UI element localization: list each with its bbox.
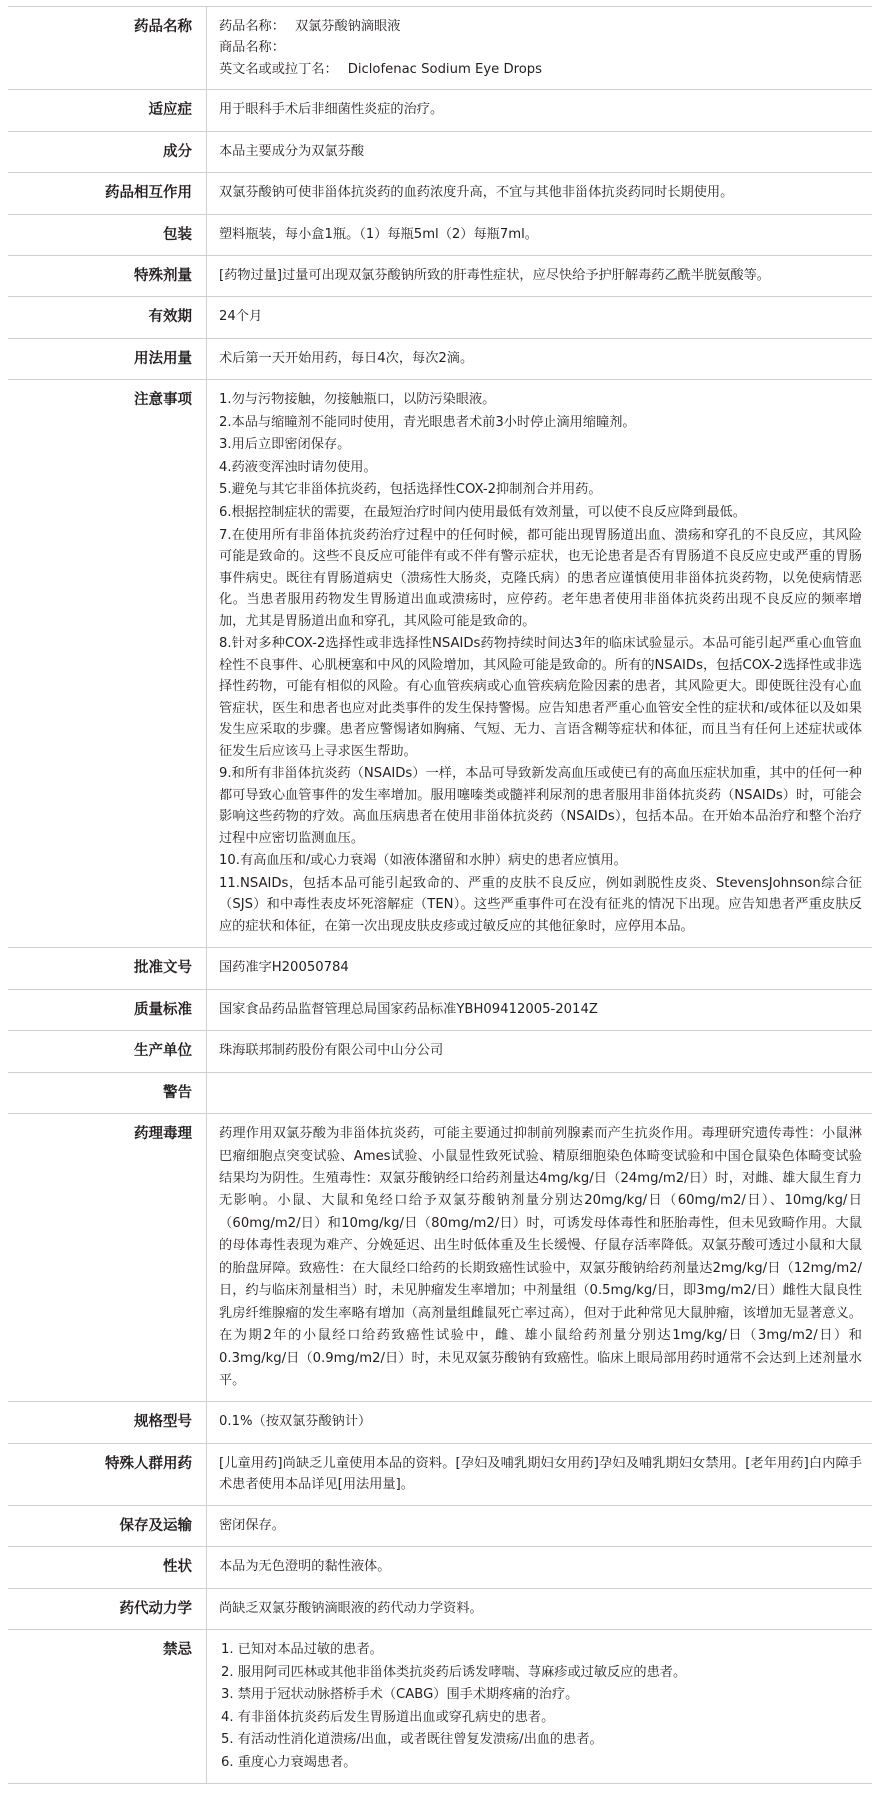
- row-label: 有效期: [8, 297, 207, 338]
- row-label: 禁忌: [8, 1630, 207, 1784]
- drug-name-key: 药品名称：: [219, 19, 285, 34]
- table-row: [8, 131, 872, 172]
- row-label: 批准文号: [8, 948, 207, 989]
- table-row: [8, 297, 872, 338]
- row-value: [207, 214, 873, 255]
- row-text: [药物过量]过量可出现双氯芬酸钠所致的肝毒性症状，应尽快给予护肝解毒药乙酰半胱氨酸等。: [219, 268, 770, 283]
- table-row: [8, 1443, 872, 1505]
- row-label: 用法用量: [8, 338, 207, 379]
- table-row: [8, 380, 872, 948]
- row-label: 保存及运输: [8, 1505, 207, 1546]
- list-item: 1.勿与污物接触，勿接触瓶口，以防污染眼液。: [219, 392, 496, 408]
- list-item: 2.本品与缩瞳剂不能同时使用，青光眼患者术前3小时停止滴用缩瞳剂。: [219, 414, 636, 430]
- trade-name-key: 商品名称：: [219, 40, 285, 56]
- list-item: 11.NSAIDs，包括本品可能引起致命的、严重的皮肤不良反应，例如剥脱性皮炎、StevensJohnson综合征（SJS）和中毒性表皮坏死溶解症（TEN）。这些严重事件可在没有征兆的情况下出现。应告知患者严重皮肤反应的症状和体征，在第一次出现皮肤皮疹或过敏反应的其他征象时，应停用本品。: [219, 875, 862, 934]
- row-text: 尚缺乏双氯芬酸钠滴眼液的药代动力学资料。: [219, 1600, 483, 1616]
- row-text: 用于眼科手术后非细菌性炎症的治疗。: [219, 102, 444, 118]
- row-value: [207, 1114, 873, 1402]
- row-text: 24个月: [219, 309, 263, 325]
- list-item: 9.和所有非甾体抗炎药（NSAIDs）一样，本品可导致新发高血压或使已有的高血压症状加重，其中的任何一种都可导致心血管事件的发生率增加。服用噻嗪类或髓袢利尿剂的患者服用非甾体抗炎药（NSAIDs）时，可能会影响这些药物的疗效。高血压病患者在使用非甾体抗炎药（NSAIDs），包括本品。在开始本品治疗和整个治疗过程中应密切监测血压。: [219, 766, 862, 846]
- row-value: [207, 989, 873, 1030]
- table-row: [8, 948, 872, 989]
- table-row: [8, 1547, 872, 1588]
- row-label: 警告: [8, 1072, 207, 1113]
- row-label: 注意事项: [8, 380, 207, 948]
- row-text: 药理作用双氯芬酸为非甾体抗炎药，可能主要通过抑制前列腺素而产生抗炎作用。毒理研究遗传毒性：小鼠淋巴瘤细胞点突变试验、Ames试验、小鼠显性致死试验、精原细胞染色体畸变试验和中国仓鼠染色体畸变试验结果均为阴性。生殖毒性：双氯芬酸钠经口给药剂量达4mg/kg/日（24mg/m2/日）时，对雌、雄大鼠生育力无影响。小鼠、大鼠和兔经口给予双氯芬酸钠剂量分别达20mg/kg/日（60mg/m2/日）、10mg/kg/日（60mg/m2/日）和10mg/kg/日（80mg/m2/日）时，可诱发母体毒性和胚胎毒性，但未见致畸作用。大鼠的母体毒性表现为难产、分娩延迟、出生时低体重及生长缓慢、仔鼠存活率降低。双氯芬酸可透过小鼠和大鼠的胎盘屏障。致癌性：在大鼠经口给药的长期致癌性试验中，双氯芬酸钠给药剂量达2mg/kg/日（12mg/m2/日，约与临床剂量相当）时，未见肿瘤发生率增加；中剂量组（0.5mg/kg/日，即3mg/m2/日）雌性大鼠良性乳房纤维腺瘤的发生率略有增加（高剂量组雌鼠死亡率过高），但对于此种常见大鼠肿瘤，该增加无显著意义。在为期2年的小鼠经口给药致癌性试验中，雌、雄小鼠给药剂量分别达1mg/kg/日（3mg/m2/日）和0.3mg/kg/日（0.9mg/m2/日）时，未见双氯芬酸钠有致癌性。临床上眼局部用药时通常不会达到上述剂量水平。: [219, 1126, 862, 1388]
- drug-info-table-body: [8, 7, 872, 1784]
- drug-info-table: [8, 6, 872, 1784]
- table-row: [8, 989, 872, 1030]
- list-item: 4. 有非甾体抗炎药后发生胃肠道出血或穿孔病史的患者。: [221, 1709, 555, 1725]
- table-row: [8, 1630, 872, 1784]
- row-value: [207, 1402, 873, 1443]
- row-text: 塑料瓶装，每小盒1瓶。（1）每瓶5ml（2）每瓶7ml。: [219, 226, 538, 242]
- row-label: 生产单位: [8, 1031, 207, 1072]
- row-value: [207, 256, 873, 297]
- row-label: 药代动力学: [8, 1588, 207, 1629]
- precautions-list: [219, 389, 862, 937]
- row-text: 珠海联邦制药股份有限公司中山分公司: [219, 1043, 444, 1059]
- list-item: 6. 重度心力衰竭患者。: [221, 1754, 357, 1770]
- row-value: [207, 380, 873, 948]
- row-value: [207, 297, 873, 338]
- row-value: [207, 173, 873, 214]
- row-value: [207, 90, 873, 131]
- row-label: 质量标准: [8, 989, 207, 1030]
- row-text: 0.1%（按双氯芬酸钠计）: [219, 1414, 372, 1430]
- list-item: 5.避免与其它非甾体抗炎药，包括选择性COX-2抑制剂合并用药。: [219, 482, 602, 498]
- table-row: [8, 1402, 872, 1443]
- row-text: 本品主要成分为双氯芬酸: [219, 143, 365, 159]
- list-item: 3. 禁用于冠状动脉搭桥手术（CABG）围手术期疼痛的治疗。: [221, 1687, 579, 1703]
- row-value: [207, 1072, 873, 1113]
- list-item: 1. 已知对本品过敏的患者。: [221, 1642, 383, 1658]
- row-text: [儿童用药]尚缺乏儿童使用本品的资料。[孕妇及哺乳期妇女用药]孕妇及哺乳期妇女禁用。[老年用药]白内障手术患者使用本品详见[用法用量]。: [219, 1455, 862, 1493]
- table-row: [8, 1114, 872, 1402]
- row-text: 本品为无色澄明的黏性液体。: [219, 1559, 391, 1575]
- table-row: [8, 214, 872, 255]
- row-value: [207, 338, 873, 379]
- row-value: [207, 1505, 873, 1546]
- row-text: 双氯芬酸钠可使非甾体抗炎药的血药浓度升高，不宜与其他非甾体抗炎药同时长期使用。: [219, 185, 734, 201]
- row-label: 特殊剂量: [8, 256, 207, 297]
- table-row: [8, 1072, 872, 1113]
- table-row: [8, 1588, 872, 1629]
- table-row: [8, 1031, 872, 1072]
- list-item: 7.在使用所有非甾体抗炎药治疗过程中的任何时候，都可能出现胃肠道出血、溃疡和穿孔的不良反应，其风险可能是致命的。这些不良反应可能伴有或不伴有警示症状，也无论患者是否有胃肠道不良反应史或严重的胃肠事件病史。既往有胃肠道病史（溃疡性大肠炎，克隆氏病）的患者应谨慎使用非甾体抗炎药物，以免使病情恶化。当患者服用药物发生胃肠道出血或溃疡时，应停药。老年患者使用非甾体抗炎药出现不良反应的频率增加，尤其是胃肠道出血和穿孔，其风险可能是致命的。: [219, 527, 862, 629]
- english-name-line: [219, 59, 862, 80]
- row-value: [207, 1031, 873, 1072]
- english-name-value: Diclofenac Sodium Eye Drops: [347, 61, 543, 77]
- row-label: 性状: [8, 1547, 207, 1588]
- table-row: [8, 7, 872, 90]
- row-text: 国药准字H20050784: [219, 960, 349, 976]
- row-label: 包装: [8, 214, 207, 255]
- row-value: [207, 1547, 873, 1588]
- row-label: 药品相互作用: [8, 173, 207, 214]
- list-item: 4.药液变浑浊时请勿使用。: [219, 459, 377, 475]
- row-text: 国家食品药品监督管理总局国家药品标准YBH09412005-2014Z: [219, 1001, 598, 1017]
- row-text: 术后第一天开始用药，每日4次，每次2滴。: [219, 350, 474, 366]
- row-value: [207, 131, 873, 172]
- table-row: [8, 256, 872, 297]
- list-item: 10.有高血压和/或心力衰竭（如液体潴留和水肿）病史的患者应慎用。: [219, 853, 627, 869]
- table-row: [8, 90, 872, 131]
- row-value: [207, 1588, 873, 1629]
- drug-name-line: [219, 16, 862, 37]
- row-label: 适应症: [8, 90, 207, 131]
- row-text: [219, 1082, 862, 1091]
- list-item: 6.根据控制症状的需要，在最短治疗时间内使用最低有效剂量，可以使不良反应降到最低。: [219, 504, 746, 520]
- table-row: [8, 338, 872, 379]
- row-label: 成分: [8, 131, 207, 172]
- list-item: 8.针对多种COX-2选择性或非选择性NSAIDs药物持续时间达3年的临床试验显示。本品可能引起严重心血管血栓性不良事件、心肌梗塞和中风的风险增加，其风险可能是致命的。所有的NSAIDs，包括COX-2选择性或非选择性药物，可能有相似的风险。有心血管疾病或心血管疾病危险因素的患者，其风险更大。即使既往没有心血管症状，医生和患者也应对此类事件的发生保持警惕。应告知患者严重心血管安全性的症状和/或体征以及如果发生应采取的步骤。患者应警惕诸如胸痛、气短、无力、言语含糊等症状和体征，而且当有任何上述症状或体征发生后应该马上寻求医生帮助。: [219, 636, 862, 759]
- table-row: [8, 173, 872, 214]
- row-value: [207, 1443, 873, 1505]
- contraindications-list: [219, 1639, 862, 1774]
- list-item: 2. 服用阿司匹林或其他非甾体类抗炎药后诱发哮喘、荨麻疹或过敏反应的患者。: [221, 1664, 687, 1680]
- trade-name-line: [219, 37, 862, 58]
- list-item: 3.用后立即密闭保存。: [219, 437, 351, 453]
- row-value: [207, 7, 873, 90]
- english-name-key: 英文名或或拉丁名：: [219, 61, 338, 77]
- table-row: [8, 1505, 872, 1546]
- row-label: 药理毒理: [8, 1114, 207, 1402]
- row-label: 特殊人群用药: [8, 1443, 207, 1505]
- row-value: [207, 948, 873, 989]
- row-value: [207, 1630, 873, 1784]
- row-text: 密闭保存。: [219, 1517, 285, 1533]
- row-label: 规格型号: [8, 1402, 207, 1443]
- list-item: 5. 有活动性消化道溃疡/出血，或者既往曾复发溃疡/出血的患者。: [221, 1732, 603, 1748]
- row-label: 药品名称: [8, 7, 207, 90]
- drug-name-value: 双氯芬酸钠滴眼液: [294, 19, 401, 34]
